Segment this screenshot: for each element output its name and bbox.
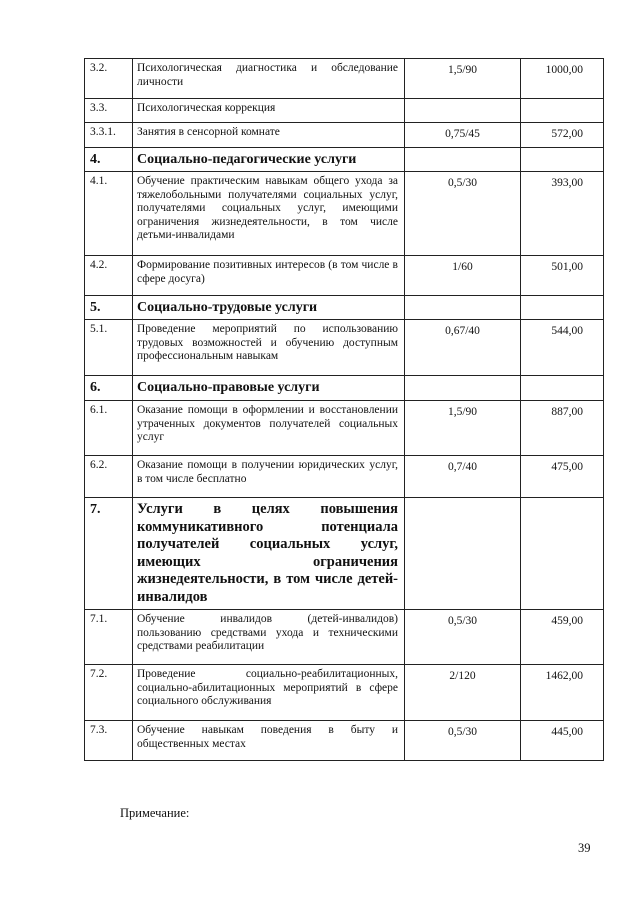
service-price bbox=[521, 148, 604, 172]
service-name: Социально-трудовые услуги bbox=[133, 296, 405, 320]
service-name: Обучение практическим навыкам общего ухода за тяжелобольными получателями социальных услуг, получателями социальных услуг, имеющими ограничения жизнедеятельности, в том числе детьми-инвалидами bbox=[133, 172, 405, 256]
service-name: Психологическая коррекция bbox=[133, 99, 405, 123]
service-price: 1462,00 bbox=[521, 665, 604, 721]
row-number: 7.3. bbox=[85, 721, 133, 761]
table-row bbox=[85, 721, 604, 761]
service-name: Обучение инвалидов (детей-инвалидов) пользованию средствами ухода и техническими средствами реабилитации bbox=[133, 610, 405, 665]
service-name: Обучение навыкам поведения в быту и общественных местах bbox=[133, 721, 405, 761]
time-norm: 1/60 bbox=[405, 256, 521, 296]
services-table-body bbox=[85, 59, 604, 761]
section-header-row bbox=[85, 148, 604, 172]
service-name: Проведение мероприятий по использованию трудовых возможностей и обучению доступным профессиональным навыкам bbox=[133, 320, 405, 376]
time-norm: 0,75/45 bbox=[405, 123, 521, 148]
service-price: 1000,00 bbox=[521, 59, 604, 99]
service-name: Формирование позитивных интересов (в том числе в сфере досуга) bbox=[133, 256, 405, 296]
table-row bbox=[85, 456, 604, 498]
service-price bbox=[521, 376, 604, 401]
table-row bbox=[85, 123, 604, 148]
section-header-row bbox=[85, 376, 604, 401]
page-number: 39 bbox=[578, 841, 591, 855]
service-name: Услуги в целях повышения коммуникативного потенциала получателей социальных услуг, имеющих ограничения жизнедеятельности, в том числе детей-инвалидов bbox=[133, 498, 405, 610]
time-norm bbox=[405, 148, 521, 172]
row-number: 4.1. bbox=[85, 172, 133, 256]
time-norm bbox=[405, 296, 521, 320]
table-row bbox=[85, 256, 604, 296]
service-name: Оказание помощи в получении юридических услуг, в том числе бесплатно bbox=[133, 456, 405, 498]
time-norm: 1,5/90 bbox=[405, 59, 521, 99]
row-number: 4. bbox=[85, 148, 133, 172]
row-number: 7. bbox=[85, 498, 133, 610]
time-norm: 2/120 bbox=[405, 665, 521, 721]
services-table bbox=[84, 58, 604, 761]
table-row bbox=[85, 401, 604, 456]
service-price: 887,00 bbox=[521, 401, 604, 456]
service-name: Социально-правовые услуги bbox=[133, 376, 405, 401]
row-number: 6.1. bbox=[85, 401, 133, 456]
table-row bbox=[85, 59, 604, 99]
note-label: Примечание: bbox=[120, 806, 190, 820]
table-row bbox=[85, 665, 604, 721]
time-norm bbox=[405, 498, 521, 610]
time-norm: 0,7/40 bbox=[405, 456, 521, 498]
time-norm: 0,67/40 bbox=[405, 320, 521, 376]
table-row bbox=[85, 172, 604, 256]
time-norm: 0,5/30 bbox=[405, 172, 521, 256]
row-number: 5.1. bbox=[85, 320, 133, 376]
table-row bbox=[85, 99, 604, 123]
service-name: Оказание помощи в оформлении и восстановлении утраченных документов получателей социальных услуг bbox=[133, 401, 405, 456]
time-norm: 1,5/90 bbox=[405, 401, 521, 456]
service-price bbox=[521, 296, 604, 320]
service-price: 393,00 bbox=[521, 172, 604, 256]
row-number: 3.3. bbox=[85, 99, 133, 123]
service-name: Психологическая диагностика и обследование личности bbox=[133, 59, 405, 99]
service-name: Занятия в сенсорной комнате bbox=[133, 123, 405, 148]
service-name: Проведение социально-реабилитационных, социально-абилитационных мероприятий в сфере социального обслуживания bbox=[133, 665, 405, 721]
time-norm: 0,5/30 bbox=[405, 610, 521, 665]
service-price: 501,00 bbox=[521, 256, 604, 296]
table-row bbox=[85, 610, 604, 665]
service-price: 459,00 bbox=[521, 610, 604, 665]
row-number: 3.2. bbox=[85, 59, 133, 99]
section-header-row bbox=[85, 296, 604, 320]
service-price: 544,00 bbox=[521, 320, 604, 376]
time-norm bbox=[405, 99, 521, 123]
service-price bbox=[521, 498, 604, 610]
service-price: 475,00 bbox=[521, 456, 604, 498]
row-number: 6.2. bbox=[85, 456, 133, 498]
row-number: 6. bbox=[85, 376, 133, 401]
row-number: 3.3.1. bbox=[85, 123, 133, 148]
service-price: 572,00 bbox=[521, 123, 604, 148]
table-row bbox=[85, 320, 604, 376]
row-number: 7.1. bbox=[85, 610, 133, 665]
section-header-row bbox=[85, 498, 604, 610]
service-price: 445,00 bbox=[521, 721, 604, 761]
time-norm: 0,5/30 bbox=[405, 721, 521, 761]
row-number: 7.2. bbox=[85, 665, 133, 721]
time-norm bbox=[405, 376, 521, 401]
service-price bbox=[521, 99, 604, 123]
service-name: Социально-педагогические услуги bbox=[133, 148, 405, 172]
row-number: 5. bbox=[85, 296, 133, 320]
row-number: 4.2. bbox=[85, 256, 133, 296]
